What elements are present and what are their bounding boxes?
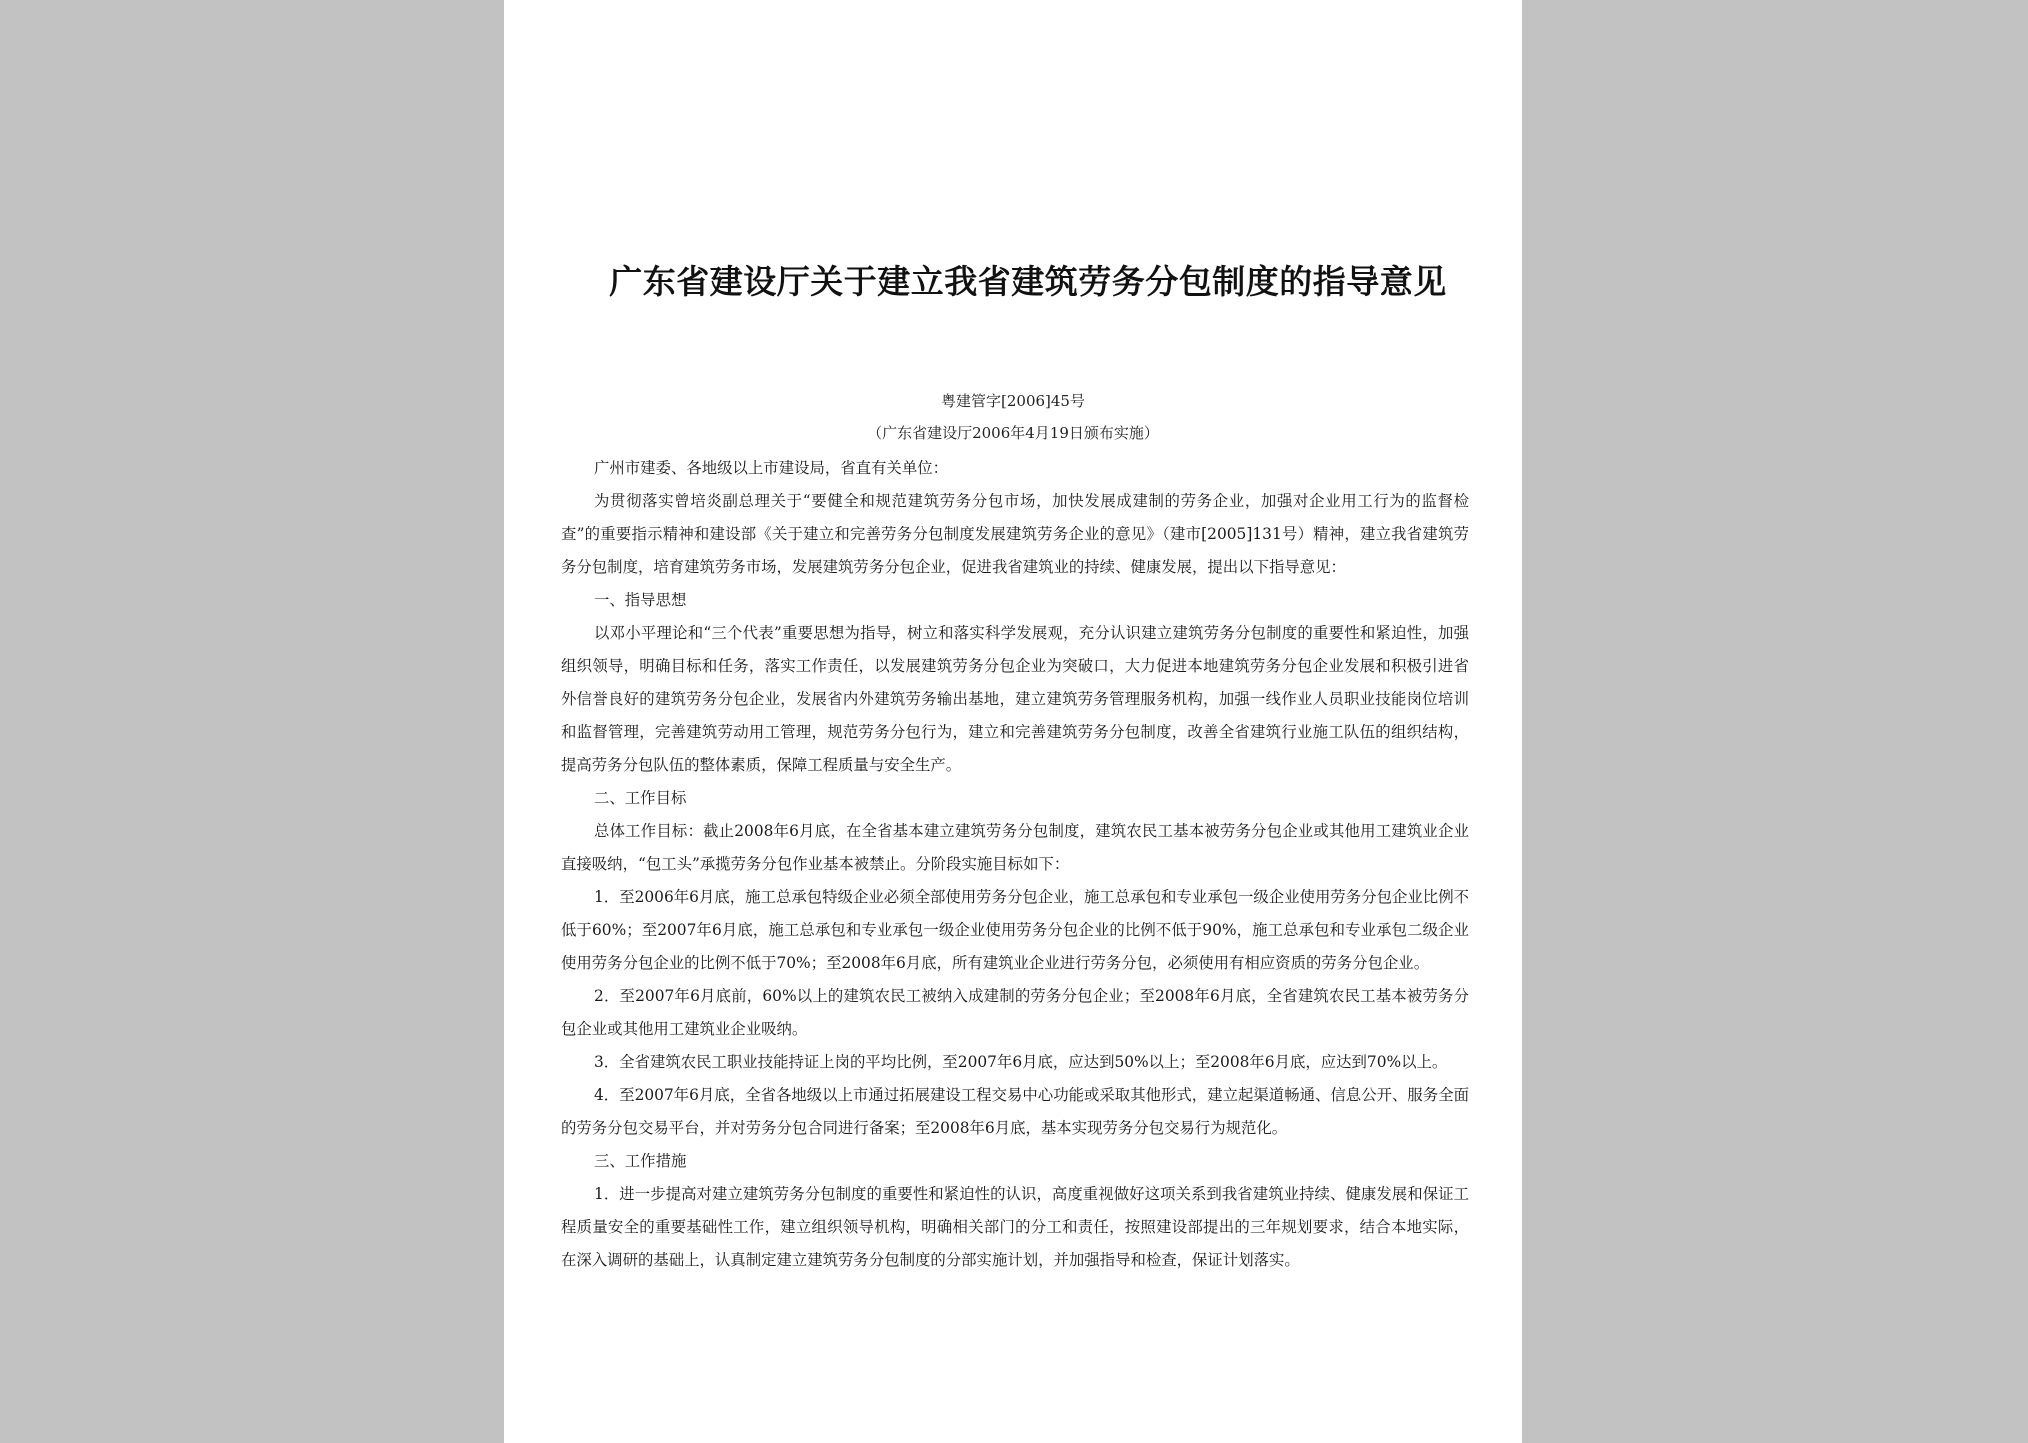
document-page — [504, 0, 1522, 1443]
body-paragraph: 总体工作目标：截止2008年6月底，在全省基本建立建筑劳务分包制度，建筑农民工基本被劳务分包企业或其他用工建筑业企业直接吸纳，“包工头”承揽劳务分包作业基本被禁止。分阶段实施目标如下： — [561, 822, 1469, 873]
issue-note: （广东省建设厅2006年4月19日颁布实施） — [867, 424, 1159, 442]
section-heading: 三、工作措施 — [594, 1152, 687, 1170]
document-body — [561, 452, 1469, 1277]
list-item: 4．至2007年6月底，全省各地级以上市通过拓展建设工程交易中心功能或采取其他形式，建立起渠道畅通、信息公开、服务全面的劳务分包交易平台，并对劳务分包合同进行备案；至2008年6月底，基本实现劳务分包交易行为规范化。 — [561, 1086, 1469, 1137]
salutation: 广州市建委、各地级以上市建设局，省直有关单位： — [594, 459, 948, 477]
list-item: 1．进一步提高对建立建筑劳务分包制度的重要性和紧迫性的认识，高度重视做好这项关系到我省建筑业持续、健康发展和保证工程质量安全的重要基础性工作，建立组织领导机构，明确相关部门的分工和责任，按照建设部提出的三年规划要求，结合本地实际，在深入调研的基础上，认真制定建立建筑劳务分包制度的分部实施计划，并加强指导和检查，保证计划落实。 — [561, 1185, 1469, 1269]
list-item: 3．全省建筑农民工职业技能持证上岗的平均比例，至2007年6月底，应达到50%以上；至2008年6月底，应达到70%以上。 — [594, 1053, 1448, 1071]
body-paragraph: 以邓小平理论和“三个代表”重要思想为指导，树立和落实科学发展观，充分认识建立建筑劳务分包制度的重要性和紧迫性，加强组织领导，明确目标和任务，落实工作责任，以发展建筑劳务分包企业为突破口，大力促进本地建筑劳务分包企业发展和积极引进省外信誉良好的建筑劳务分包企业，发展省内外建筑劳务输出基地，建立建筑劳务管理服务机构，加强一线作业人员职业技能岗位培训和监督管理，完善建筑劳动用工管理，规范劳务分包行为，建立和完善建筑劳务分包制度，改善全省建筑行业施工队伍的组织结构，提高劳务分包队伍的整体素质，保障工程质量与安全生产。 — [561, 624, 1469, 774]
section-heading: 二、工作目标 — [594, 789, 687, 807]
list-item: 1．至2006年6月底，施工总承包特级企业必须全部使用劳务分包企业，施工总承包和专业承包一级企业使用劳务分包企业比例不低于60%；至2007年6月底，施工总承包和专业承包一级企业使用劳务分包企业的比例不低于90%，施工总承包和专业承包二级企业使用劳务分包企业的比例不低于70%；至2008年6月底，所有建筑业企业进行劳务分包，必须使用有相应资质的劳务分包企业。 — [561, 888, 1469, 972]
section-heading: 一、指导思想 — [594, 591, 687, 609]
document-title: 广东省建设厅关于建立我省建筑劳务分包制度的指导意见 — [609, 262, 1447, 301]
body-paragraph: 为贯彻落实曾培炎副总理关于“要健全和规范建筑劳务分包市场，加快发展成建制的劳务企业，加强对企业用工行为的监督检查”的重要指示精神和建设部《关于建立和完善劳务分包制度发展建筑劳务企业的意见》（建市[2005]131号）精神，建立我省建筑劳务分包制度，培育建筑劳务市场，发展建筑劳务分包企业，促进我省建筑业的持续、健康发展，提出以下指导意见： — [561, 492, 1469, 576]
list-item: 2．至2007年6月底前，60%以上的建筑农民工被纳入成建制的劳务分包企业；至2008年6月底，全省建筑农民工基本被劳务分包企业或其他用工建筑业企业吸纳。 — [561, 987, 1469, 1038]
document-number: 粤建管字[2006]45号 — [941, 392, 1085, 410]
